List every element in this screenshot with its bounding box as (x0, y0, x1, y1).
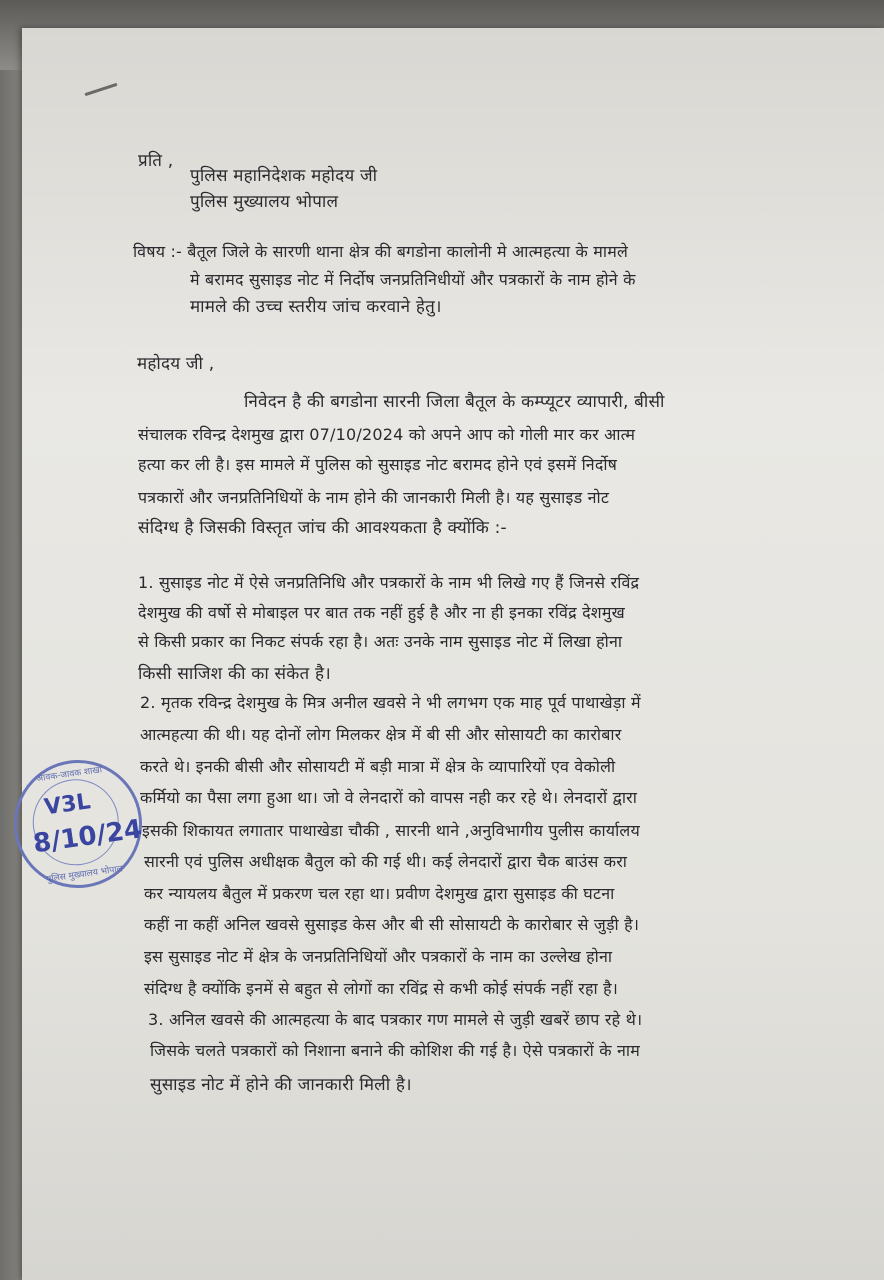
point-2-line-5: इसकी शिकायत लगातार पाथाखेडा चौकी , सारनी थाने ,अनुविभागीय पुलीस कार्यालय (142, 821, 640, 840)
recipient-line-2: पुलिस मुख्यालय भोपाल (190, 192, 339, 212)
recipient-line-1: पुलिस महानिदेशक महोदय जी (190, 166, 378, 186)
pen-mark (84, 83, 117, 96)
addressed-to: प्रति , (138, 151, 174, 171)
point-1-line-3: से किसी प्रकार का निकट संपर्क रहा है। अतः उनके नाम सुसाइड नोट में लिखा होना (138, 632, 623, 651)
point-1-line-1: 1. सुसाइड नोट में ऐसे जनप्रतिनिधि और पत्रकारों के नाम भी लिखे गए हैं जिनसे रविंद्र (138, 573, 640, 592)
point-2-line-8: कहीं ना कहीं अनिल खवसे सुसाइड केस और बी सी सोसायटी के कारोबार से जुड़ी है। (144, 915, 640, 934)
point-1-line-4: किसी साजिश की का संकेत है। (138, 664, 331, 684)
point-2-line-10: संदिग्ध है क्योंकि इनमें से बहुत से लोगों का रविंद्र से कभी कोई संपर्क नहीं रहा है। (144, 979, 619, 998)
point-1-line-2: देशमुख की वर्षो से मोबाइल पर बात तक नहीं हुई है और ना ही इनका रविंद्र देशमुख (138, 603, 625, 622)
point-3-line-3: सुसाइड नोट में होने की जानकारी मिली है। (150, 1075, 412, 1095)
point-3-line-1: 3. अनिल खवसे की आत्महत्या के बाद पत्रकार गण मामले से जुड़ी खबरें छाप रहे थे। (148, 1010, 643, 1029)
greeting: महोदय जी , (137, 354, 215, 374)
point-2-line-1: 2. मृतक रविन्द्र देशमुख के मित्र अनील खवसे ने भी लगभग एक माह पूर्व पाथाखेड़ा में (140, 693, 641, 712)
intro-line-1: निवेदन है की बगडोना सारनी जिला बैतूल के कम्प्यूटर व्यापारी, बीसी (244, 392, 665, 412)
stamp-bottom-text: पुलिस मुख्यालय भोपाल (45, 864, 124, 885)
stamp-handwritten-number: V3L (42, 789, 93, 821)
subject-line-1: विषय :- बैतूल जिले के सारणी थाना क्षेत्र की बगडोना कालोनी मे आत्महत्या के मामले (133, 242, 629, 261)
stamp-handwritten-date: 8/10/24 (31, 814, 144, 860)
intro-line-5: संदिग्ध है जिसकी विस्तृत जांच की आवश्यकता है क्योंकि :- (138, 518, 507, 538)
point-2-line-4: कर्मियो का पैसा लगा हुआ था। जो वे लेनदारों को वापस नही कर रहे थे। लेनदारों द्वारा (140, 788, 638, 807)
subject-line-3: मामले की उच्च स्तरीय जांच करवाने हेतु। (190, 297, 442, 317)
point-2-line-9: इस सुसाइड नोट में क्षेत्र के जनप्रतिनिधियों और पत्रकारों के नाम का उल्लेख होना (144, 947, 613, 966)
intro-line-4: पत्रकारों और जनप्रतिनिधियों के नाम होने की जानकारी मिली है। यह सुसाइड नोट (138, 488, 610, 507)
point-2-line-6: सारनी एवं पुलिस अधीक्षक बैतुल को की गई थी। कई लेनदारों द्वारा चैक बाउंस करा (144, 852, 628, 871)
intro-line-2: संचालक रविन्द्र देशमुख द्वारा 07/10/2024 को अपने आप को गोली मार कर आत्म (138, 425, 636, 444)
point-2-line-2: आत्महत्या की थी। यह दोनों लोग मिलकर क्षेत्र में बी सी और सोसायटी का कारोबार (140, 725, 622, 744)
intro-line-3: हत्या कर ली है। इस मामले में पुलिस को सुसाइड नोट बरामद होने एवं इसमें निर्दोष (138, 455, 618, 474)
stamp-top-text: आवक-जावक शाखा (35, 765, 103, 785)
point-2-line-3: करते थे। इनकी बीसी और सोसायटी में बड़ी मात्रा में क्षेत्र के व्यापारियों एव वेकोली (140, 757, 616, 776)
subject-line-2: मे बरामद सुसाइड नोट में निर्दोष जनप्रतिनिधीयों और पत्रकारों के नाम होने के (190, 270, 636, 289)
point-3-line-2: जिसके चलते पत्रकारों को निशाना बनाने की कोशिश की गई है। ऐसे पत्रकारों के नाम (150, 1041, 641, 1060)
point-2-line-7: कर न्यायलय बैतुल में प्रकरण चल रहा था। प्रवीण देशमुख द्वारा सुसाइड की घटना (144, 884, 615, 903)
